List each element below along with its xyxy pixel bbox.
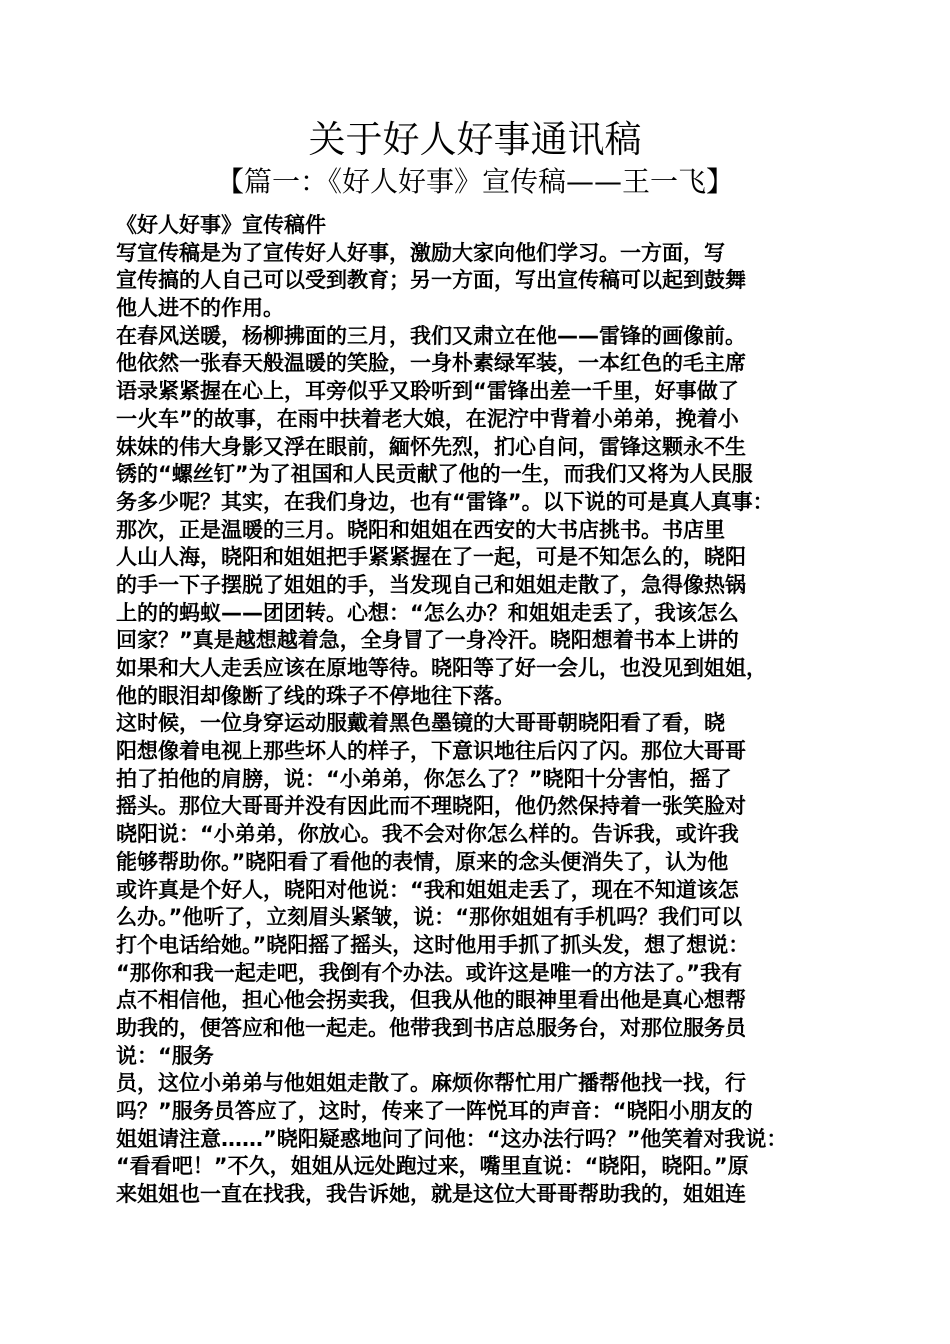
body-text-line: “那你和我一起走吧，我倒有个办法。或许这是唯一的方法了。”我有 xyxy=(116,960,743,985)
body-text-line: 语录紧紧握在心上，耳旁似乎又聆听到“雷锋出差一千里，好事做了 xyxy=(116,379,739,404)
body-text-line: 在春风送暖，杨柳拂面的三月，我们又肃立在他——雷锋的画像前。 xyxy=(116,323,746,348)
body-text-line: 如果和大人走丢应该在原地等待。晓阳等了好一会儿，也没见到姐姐， xyxy=(116,656,767,680)
body-text-line: 他人进不的作用。 xyxy=(116,296,284,321)
body-text-line: 点不相信他，担心他会拐卖我，但我从他的眼神里看出他是真心想帮 xyxy=(116,988,746,1013)
body-text-line: 务多少呢？其实，在我们身边，也有“雷锋”。以下说的可是真人真事： xyxy=(116,489,774,514)
body-text-line: 能够帮助你。”晓阳看了看他的表情，原来的念头便消失了，认为他 xyxy=(116,849,729,874)
body-text-line: 助我的，便答应和他一起走。他带我到书店总服务台，对那位服务员 xyxy=(116,1015,746,1040)
body-text-line: 来姐姐也一直在找我，我告诉她，就是这位大哥哥帮助我的，姐姐连 xyxy=(116,1182,746,1207)
document-title: 关于好人好事通讯稿 xyxy=(308,118,642,161)
document-subtitle: 【篇一：《好人好事》宣传稿——王一飞】 xyxy=(215,165,734,198)
document-body xyxy=(116,212,846,1209)
body-text-line: 打个电话给她。”晓阳摇了摇头，这时他用手抓了抓头发，想了想说： xyxy=(116,932,750,957)
body-text-line: 姐姐请注意……”晓阳疑惑地问了问他：“这办法行吗？”他笑着对我说： xyxy=(116,1126,788,1151)
body-text-line: 说：“服务 xyxy=(116,1043,214,1068)
body-text-line: 写宣传稿是为了宣传好人好事，激励大家向他们学习。一方面，写 xyxy=(116,240,725,265)
body-text-line: 员，这位小弟弟与他姐姐走散了。麻烦你帮忙用广播帮他找一找，行 xyxy=(116,1071,746,1096)
body-text-line: 妹妹的伟大身影又浮在眼前，緬怀先烈，扪心自问，雷锋这颗永不生 xyxy=(116,434,746,459)
body-text-line: 这时候，一位身穿运动服戴着黑色墨镜的大哥哥朝晓阳看了看，晓 xyxy=(116,711,725,736)
body-text-line: 拍了拍他的肩膀，说：“小弟弟，你怎么了？”晓阳十分害怕，摇了 xyxy=(116,766,732,791)
body-text-line: 人山人海，晓阳和姐姐把手紧紧握在了一起，可是不知怎么的，晓阳 xyxy=(116,545,746,570)
body-text-line: 那次，正是温暖的三月。晓阳和姐姐在西安的大书店挑书。书店里 xyxy=(116,517,725,542)
body-text-line: 宣传搞的人自己可以受到教育；另一方面，写出宣传稿可以起到鼓舞 xyxy=(116,268,746,293)
body-text-line: 么办。”他听了，立刻眉头紧皱，说：“那你姐姐有手机吗？我们可以 xyxy=(116,905,743,930)
body-text-line: 他依然一张春天般温暖的笑脸，一身朴素绿军装，一本红色的毛主席 xyxy=(116,351,746,376)
body-text-line: 摇头。那位大哥哥并没有因此而不理晓阳，他仍然保持着一张笑脸对 xyxy=(116,794,746,819)
body-text-line: 他的眼泪却像断了线的珠子不停地往下落。 xyxy=(116,683,515,708)
body-text-line: 一火车”的故事，在雨中扶着老大娘，在泥泞中背着小弟弟，挽着小 xyxy=(116,406,739,431)
body-text-line: 晓阳说：“小弟弟，你放心。我不会对你怎么样的。告诉我，或许我 xyxy=(116,822,739,847)
body-text-line: 或许真是个好人，晓阳对他说：“我和姐姐走丢了，现在不知道该怎 xyxy=(116,877,739,902)
body-text-line: 锈的“螺丝钉”为了祖国和人民贡献了他的一生，而我们又将为人民服 xyxy=(116,462,753,487)
body-text-line: 阳想像着电视上那些坏人的样子，下意识地往后闪了闪。那位大哥哥 xyxy=(116,739,746,764)
body-text-line: 上的的蚂蚁——团团转。心想：“怎么办？和姐姐走丢了，我该怎么 xyxy=(116,600,739,625)
body-text-line: 的手一下子摆脱了姐姐的手，当发现自己和姐姐走散了，急得像热锅 xyxy=(116,572,746,597)
body-text-line: 《好人好事》宣传稿件 xyxy=(116,213,326,237)
body-text-line: 回家？”真是越想越着急，全身冒了一身冷汗。晓阳想着书本上讲的 xyxy=(116,628,739,653)
body-text-line: 吗？”服务员答应了，这时，传来了一阵悦耳的声音：“晓阳小朋友的 xyxy=(116,1099,753,1123)
body-text-line: “看看吧！”不久，姐姐从远处跑过来，嘴里直说：“晓阳，晓阳。”原 xyxy=(116,1154,749,1179)
